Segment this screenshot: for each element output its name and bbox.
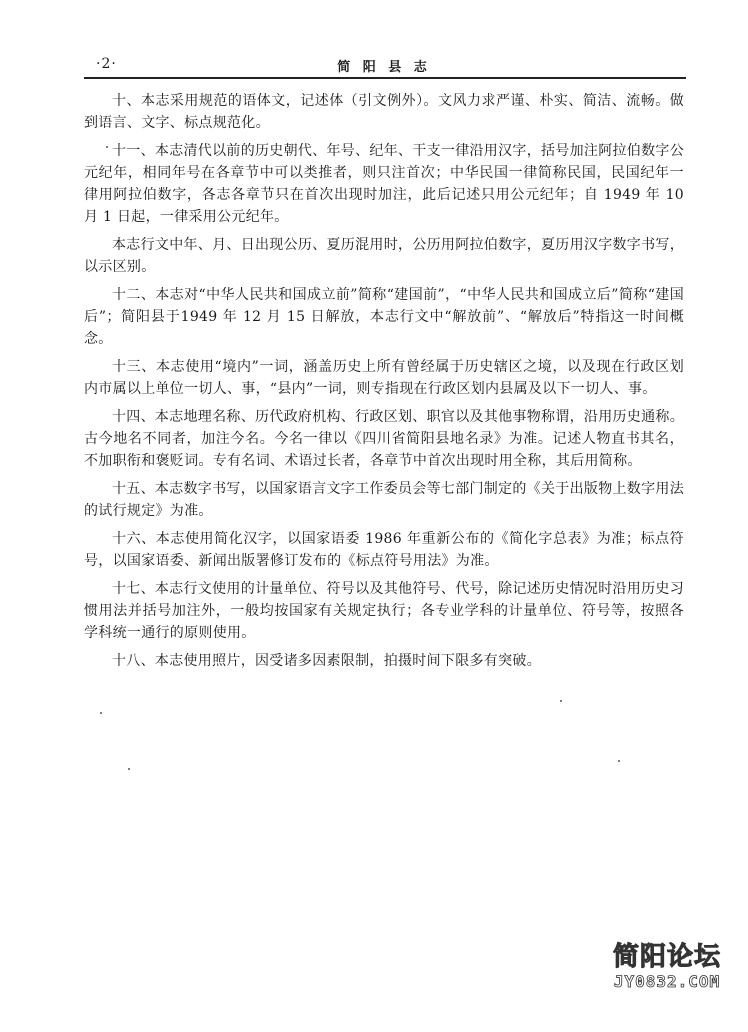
page-header — [84, 54, 684, 76]
paragraph-17: 十七、本志行文使用的计量单位、符号以及其他符号、代号，除记述历史情况时沿用历史习惯用法并括号加注外，一般均按国家有关规定执行；各专业学科的计量单位、符号等，按照各学科统一通行的原则使用。 — [84, 581, 684, 641]
paragraph-15: 十五、本志数字书写，以国家语言文字工作委员会等七部门制定的《关于出版物上数字用法的试行规定》为准。 — [84, 481, 684, 519]
paragraph-10: 十、本志采用规范的语体文，记述体（引文例外）。文风力求严谨、朴实、简洁、流畅。做到语言、文字、标点规范化。 — [84, 93, 684, 131]
watermark-url: JY0832.COM — [613, 972, 721, 991]
page-number: ·2· — [96, 56, 117, 72]
body-text — [84, 90, 684, 678]
scan-speck — [128, 768, 130, 770]
paragraph-12: 十二、本志对“中华人民共和国成立前”简称“建国前”，“中华人民共和国成立后”简称“建国后”；简阳县于1949 年 12 月 15 日解放，本志行文中“解放前”、“解放后”特指这一时间概念。 — [84, 287, 684, 347]
header-rule — [84, 77, 686, 79]
running-title: 简 阳 县 志 — [337, 60, 431, 75]
paragraph-11-note: 本志行文中年、月、日出现公历、夏历混用时，公历用阿拉伯数字，夏历用汉字数字书写，以示区别。 — [84, 237, 684, 275]
paragraph-13: 十三、本志使用“境内”一词，涵盖历史上所有曾经属于历史辖区之境，以及现在行政区划内市属以上单位一切人、事，“县内”一词，则专指现在行政区划内县属及以下一切人、事。 — [84, 359, 684, 397]
paragraph-16: 十六、本志使用简化汉字，以国家语委 1986 年重新公布的《简化字总表》为准；标点符号，以国家语委、新闻出版署修订发布的《标点符号用法》为准。 — [84, 531, 684, 569]
paragraph-18: 十八、本志使用照片，因受诸多因素限制，拍摄时间下限多有突破。 — [112, 653, 541, 669]
paragraph-11: 十一、本志清代以前的历史朝代、年号、纪年、干支一律沿用汉字，括号加注阿拉伯数字公元纪年，相同年号在各章节中可以类推者，则只注首次；中华民国一律简称民国，民国纪年一律用阿拉伯数字，各志各章节只在首次出现时加注，此后记述只用公元纪年；自 1949 年 10 月 1 日起，一律采用公元纪年。 — [84, 143, 684, 225]
scan-speck — [560, 700, 562, 702]
forum-watermark — [612, 936, 722, 1008]
watermark-title: 简阳论坛 — [612, 942, 721, 972]
paragraph-14: 十四、本志地理名称、历代政府机构、行政区划、职官以及其他事物称谓，沿用历史通称。古今地名不同者，加注今名。今名一律以《四川省简阳县地名录》为准。记述人物直书其名，不加职衔和褒贬词。专有名词、术语过长者，各章节中首次出现时用全称，其后用简称。 — [84, 409, 684, 469]
scan-speck — [618, 760, 620, 762]
scan-speck — [100, 712, 102, 714]
scan-speck — [106, 146, 108, 148]
